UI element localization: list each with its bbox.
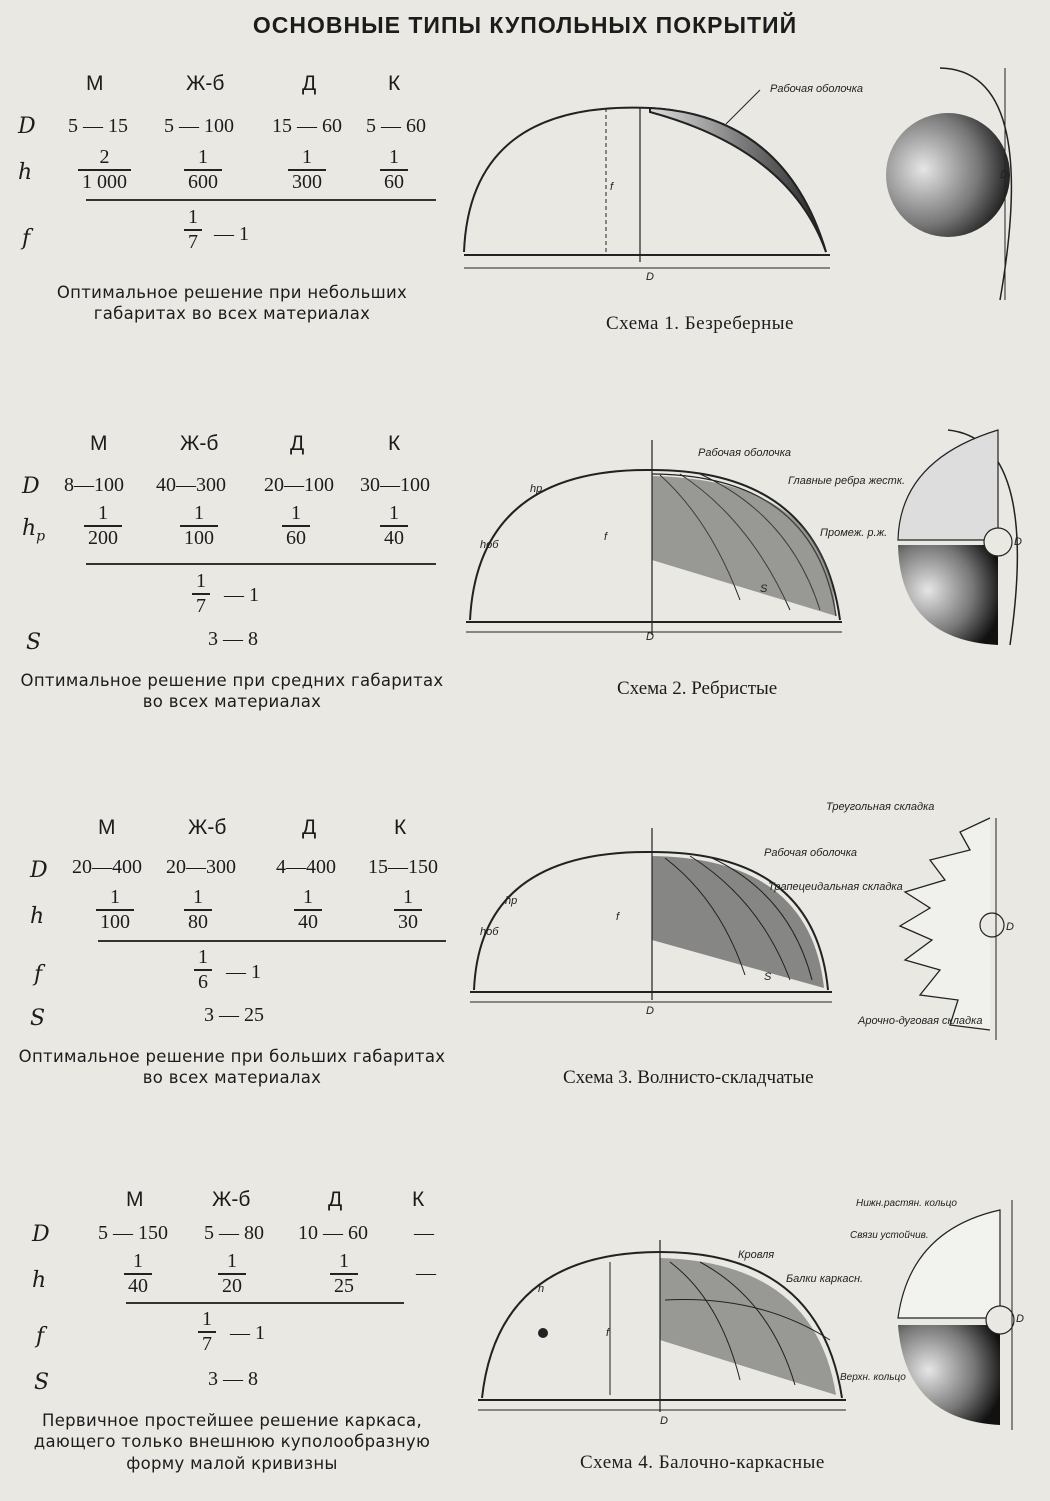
fraction: $\frac{1}{25}$ bbox=[330, 1250, 358, 1298]
row-label-D: D bbox=[22, 474, 40, 499]
plan-frame bbox=[898, 1210, 1000, 1318]
page-title: ОСНОВНЫЕ ТИПЫ КУПОЛЬНЫХ ПОКРЫТИЙ bbox=[252, 12, 798, 38]
row-label-hp: $h_p$ bbox=[22, 516, 46, 545]
label-f: f bbox=[604, 531, 608, 543]
label-hob: hоб bbox=[480, 539, 499, 551]
label-D-plan: D bbox=[1016, 1313, 1024, 1325]
row-label-D: D bbox=[30, 858, 48, 883]
label-D-plan: D bbox=[1014, 536, 1022, 548]
dome-outline bbox=[464, 108, 826, 252]
scheme-2-drawing bbox=[466, 430, 1022, 699]
fraction: $\frac{1}{7}$ bbox=[198, 1308, 216, 1356]
row-label-S: S bbox=[34, 1370, 50, 1395]
folds-shaded bbox=[652, 856, 824, 988]
label-hob: hоб bbox=[480, 926, 499, 938]
plan-shell bbox=[898, 545, 998, 645]
fraction: $\frac{1}{200}$ bbox=[84, 502, 122, 550]
value-cell: 5 — 80 bbox=[204, 1222, 264, 1244]
fraction: $\frac{1}{300}$ bbox=[288, 146, 326, 194]
fraction: $\frac{1}{30}$ bbox=[394, 886, 422, 934]
row-label-D: D bbox=[18, 114, 36, 139]
label-lower-ring: Нижн.растян. кольцо bbox=[856, 1198, 957, 1209]
row-label-S: S bbox=[30, 1006, 46, 1031]
label-D: D bbox=[646, 631, 654, 643]
label-D-plan: D bbox=[1006, 921, 1014, 933]
fraction: $\frac{1}{7}$ bbox=[192, 570, 210, 618]
value-cell: 5 — 100 bbox=[164, 115, 234, 137]
label-D-plan: D bbox=[1000, 169, 1008, 181]
value-cell: 5 — 15 bbox=[68, 115, 128, 137]
scheme-4-drawing bbox=[478, 1198, 1024, 1430]
material-header: Ж-б bbox=[180, 432, 219, 455]
label-beams: Балки каркасн. bbox=[786, 1273, 864, 1285]
caption-4: Схема 4. Балочно-каркасные bbox=[580, 1452, 825, 1473]
material-header: Ж-б bbox=[188, 816, 227, 839]
material-header: М bbox=[126, 1188, 144, 1211]
fraction: $\frac{1}{6}$ bbox=[194, 946, 212, 994]
value-cell: 20—300 bbox=[166, 856, 236, 878]
fraction: $\frac{1}{7}$ bbox=[184, 206, 202, 254]
scheme-note: Оптимальное решение при больших габаритах во всех материалах bbox=[18, 1047, 446, 1088]
label-inter-ribs: Промеж. р.ж. bbox=[820, 527, 888, 539]
label-D: D bbox=[646, 1005, 654, 1017]
plan-sphere bbox=[886, 113, 1010, 237]
fraction: $\frac{1}{20}$ bbox=[218, 1250, 246, 1298]
label-shell-3: Рабочая оболочка bbox=[764, 847, 858, 859]
fraction-suffix: — 1 bbox=[214, 223, 249, 245]
value-cell: 3 — 8 bbox=[208, 1368, 258, 1390]
value-cell: — bbox=[416, 1262, 436, 1284]
label-shell-2: Рабочая оболочка bbox=[698, 447, 792, 459]
material-header: Д bbox=[302, 72, 317, 95]
label-f: f bbox=[616, 911, 620, 923]
label-D: D bbox=[646, 271, 654, 283]
material-header: Д bbox=[328, 1188, 343, 1211]
fraction: $\frac{1}{40}$ bbox=[294, 886, 322, 934]
fraction: $\frac{1}{100}$ bbox=[96, 886, 134, 934]
label-S: S bbox=[760, 583, 768, 595]
label-hp: hр bbox=[505, 895, 518, 907]
plan-ribs bbox=[898, 430, 998, 540]
label-arch: Арочно-дуговая складка bbox=[858, 1015, 983, 1027]
fraction: $\frac{1}{80}$ bbox=[184, 886, 212, 934]
material-header: М bbox=[90, 432, 108, 455]
value-cell: 10 — 60 bbox=[298, 1222, 368, 1244]
value-cell: 15 — 60 bbox=[272, 115, 342, 137]
caption-3: Схема 3. Волнисто-складчатые bbox=[563, 1067, 814, 1088]
fraction: $\frac{1}{40}$ bbox=[124, 1250, 152, 1298]
material-header: М bbox=[98, 816, 116, 839]
value-cell: 3 — 8 bbox=[208, 628, 258, 650]
shell-shaded bbox=[650, 108, 826, 252]
label-trap: Трапецеидальная складка bbox=[768, 881, 903, 893]
row-label-f: f bbox=[34, 962, 43, 987]
label-roof: Кровля bbox=[738, 1249, 775, 1261]
label-D: D bbox=[660, 1415, 668, 1427]
row-label-f: f bbox=[36, 1324, 45, 1349]
value-cell: 20—400 bbox=[72, 856, 142, 878]
material-header: К bbox=[388, 432, 401, 455]
label-hp: hр bbox=[530, 483, 543, 495]
label-shell-1: Рабочая оболочка bbox=[770, 83, 864, 95]
scheme-1-drawing bbox=[464, 68, 1011, 300]
fraction: $\frac{1}{60}$ bbox=[380, 146, 408, 194]
material-header: Д bbox=[302, 816, 317, 839]
label-S: S bbox=[764, 971, 772, 983]
ribs-shaded bbox=[652, 476, 836, 616]
row-label-h: h bbox=[18, 160, 33, 185]
value-cell: 30—100 bbox=[360, 474, 430, 496]
value-cell: 40—300 bbox=[156, 474, 226, 496]
caption-1: Схема 1. Безреберные bbox=[606, 313, 794, 334]
fraction: $\frac{1}{600}$ bbox=[184, 146, 222, 194]
scheme-note: Оптимальное решение при небольших габаритах во всех материалах bbox=[56, 283, 408, 324]
scheme-note: Первичное простейшее решение каркаса, дающего только внешнюю куполообразную форму малой кривизны bbox=[33, 1411, 431, 1473]
material-header: М bbox=[86, 72, 104, 95]
material-header: К bbox=[388, 72, 401, 95]
material-header: Ж-б bbox=[212, 1188, 251, 1211]
plan-folds bbox=[900, 818, 990, 1030]
value-cell: 3 — 25 bbox=[204, 1004, 264, 1026]
label-upper-ring: Верхн. кольцо bbox=[840, 1372, 906, 1383]
value-cell: 5 — 150 bbox=[98, 1222, 168, 1244]
value-cell: 8—100 bbox=[64, 474, 124, 496]
value-cell: — bbox=[414, 1222, 434, 1244]
scheme-note: Оптимальное решение при средних габаритах во всех материалах bbox=[20, 671, 444, 712]
material-header: Д bbox=[290, 432, 305, 455]
material-header: К bbox=[394, 816, 407, 839]
label-h: h bbox=[538, 1283, 545, 1295]
fraction-suffix: — 1 bbox=[230, 1322, 265, 1344]
row-label-h: h bbox=[32, 1268, 47, 1293]
label-tri: Треугольная складка bbox=[826, 801, 935, 813]
caption-2: Схема 2. Ребристые bbox=[617, 678, 778, 699]
value-cell: 20—100 bbox=[264, 474, 334, 496]
value-cell: 5 — 60 bbox=[366, 115, 426, 137]
label-ties: Связи устойчив. bbox=[850, 1230, 929, 1241]
material-header: Ж-б bbox=[186, 72, 225, 95]
row-label-h: h bbox=[30, 904, 45, 929]
fraction: $\frac{1}{60}$ bbox=[282, 502, 310, 550]
scheme-3-drawing bbox=[470, 801, 1014, 1088]
label-f: f bbox=[610, 181, 614, 193]
fraction: $\frac{2}{1 000}$ bbox=[78, 146, 131, 194]
fraction: $\frac{1}{100}$ bbox=[180, 502, 218, 550]
fraction: $\frac{1}{40}$ bbox=[380, 502, 408, 550]
material-header: К bbox=[412, 1188, 425, 1211]
row-label-S: S bbox=[26, 630, 42, 655]
fraction-suffix: — 1 bbox=[226, 961, 261, 983]
row-label-D: D bbox=[32, 1222, 50, 1247]
value-cell: 4—400 bbox=[276, 856, 336, 878]
row-label-f: f bbox=[22, 226, 31, 251]
value-cell: 15—150 bbox=[368, 856, 438, 878]
label-main-ribs: Главные ребра жестк. bbox=[788, 475, 906, 487]
label-f: f bbox=[606, 1327, 610, 1339]
plan-shell bbox=[898, 1325, 1000, 1425]
fraction-suffix: — 1 bbox=[224, 584, 259, 606]
